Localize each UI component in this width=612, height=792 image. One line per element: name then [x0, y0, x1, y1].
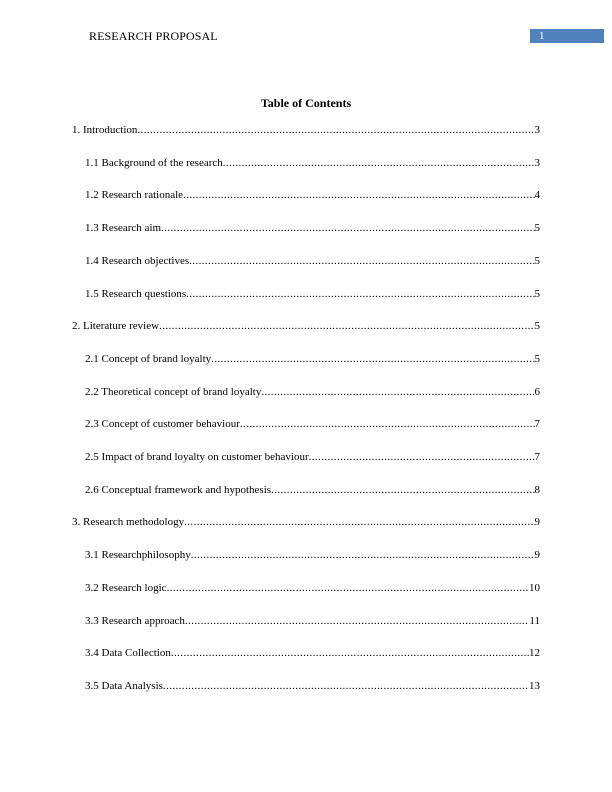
toc-entry[interactable] [85, 417, 540, 431]
toc-entry-label: 2.6 Conceptual framework and hypothesis [85, 483, 272, 496]
toc-entry-page: 6 [534, 385, 540, 398]
toc-entry-label: 2.2 Theoretical concept of brand loyalty [85, 385, 262, 398]
toc-entry-page: 5 [534, 320, 540, 333]
toc-entry-label: 3.1 Researchphilosophy [85, 549, 191, 562]
toc-entry[interactable] [85, 385, 540, 399]
toc-entry-label: 1.1 Background of the research [85, 156, 223, 169]
toc-entry-label: 1.5 Research questions [85, 287, 187, 300]
toc-entry[interactable] [85, 221, 540, 235]
toc-entry[interactable] [85, 188, 540, 202]
toc-entry[interactable] [85, 287, 540, 301]
toc-dot-leader [167, 581, 529, 595]
toc-entry[interactable] [72, 515, 540, 529]
toc-dot-leader [223, 156, 535, 170]
toc-dot-leader [261, 385, 534, 399]
toc-dot-leader [309, 450, 535, 464]
page-number-badge: 1 [530, 29, 604, 43]
toc-entry[interactable] [85, 450, 540, 464]
toc-entry-label: 1.3 Research aim [85, 222, 162, 235]
toc-entry[interactable] [72, 319, 540, 333]
toc-dot-leader [163, 679, 529, 693]
toc-dot-leader [184, 515, 534, 529]
toc-entry-label: 1. Introduction [72, 124, 138, 136]
toc-entry-label: 2. Literature review [72, 320, 160, 333]
toc-entry[interactable] [85, 156, 540, 170]
toc-dot-leader [185, 614, 530, 628]
toc-dot-leader [240, 417, 535, 431]
toc-entry-page: 9 [534, 516, 540, 529]
toc-entry[interactable] [85, 646, 540, 660]
toc-entry-label: 1.2 Research rationale [85, 189, 184, 202]
toc-dot-leader [161, 221, 534, 235]
toc-entry-page: 7 [534, 418, 540, 431]
toc-entry-page: 12 [529, 647, 540, 660]
toc-entry-label: 3.3 Research approach [85, 614, 185, 627]
toc-dot-leader [191, 548, 535, 562]
header-title: RESEARCH PROPOSAL [89, 29, 218, 43]
toc-entry-page: 8 [534, 483, 540, 496]
toc-dot-leader [171, 646, 529, 660]
toc-entry[interactable] [85, 254, 540, 268]
toc-dot-leader [186, 287, 534, 301]
toc-entry[interactable] [85, 679, 540, 693]
toc-dot-leader [183, 188, 534, 202]
toc-dot-leader [211, 352, 534, 366]
toc-entry-label: 3. Research methodology [72, 516, 185, 529]
toc-entry-page: 10 [529, 581, 540, 594]
toc-entry[interactable] [85, 614, 540, 628]
toc-entry-label: 3.2 Research logic [85, 581, 167, 594]
toc-entry-label: 2.3 Concept of customer behaviour [85, 418, 240, 431]
toc-entry-page: 5 [534, 287, 540, 300]
toc-heading: Table of Contents [260, 96, 352, 110]
toc-dot-leader [137, 123, 534, 137]
toc-dot-leader [159, 319, 534, 333]
toc-entry-page: 13 [529, 679, 540, 692]
toc-entry-page: 3 [534, 124, 540, 136]
toc-dot-leader [189, 254, 534, 268]
toc-entry-page: 5 [534, 222, 540, 235]
toc-entry-page: 9 [534, 549, 540, 562]
toc-entry[interactable] [72, 123, 540, 137]
toc-entry-page: 7 [534, 451, 540, 463]
toc-entry-page: 11 [529, 614, 540, 627]
toc-entry-label: 1.4 Research objectives [85, 254, 190, 267]
toc-dot-leader [271, 483, 534, 497]
toc-entry[interactable] [85, 548, 540, 562]
toc-entry[interactable] [85, 352, 540, 366]
toc-entry-page: 5 [534, 352, 540, 365]
toc-entry-label: 2.1 Concept of brand loyalty [85, 352, 212, 365]
toc-entry-label: 3.4 Data Collection [85, 647, 171, 660]
toc-entry[interactable] [85, 483, 540, 497]
toc-entry[interactable] [85, 581, 540, 595]
toc-entry-label: 2.5 Impact of brand loyalty on customer behaviour [85, 451, 309, 463]
toc-entry-label: 3.5 Data Analysis [85, 679, 163, 692]
toc-entry-page: 5 [534, 254, 540, 267]
toc-entry-page: 3 [534, 156, 540, 169]
toc-entry-page: 4 [534, 189, 540, 202]
